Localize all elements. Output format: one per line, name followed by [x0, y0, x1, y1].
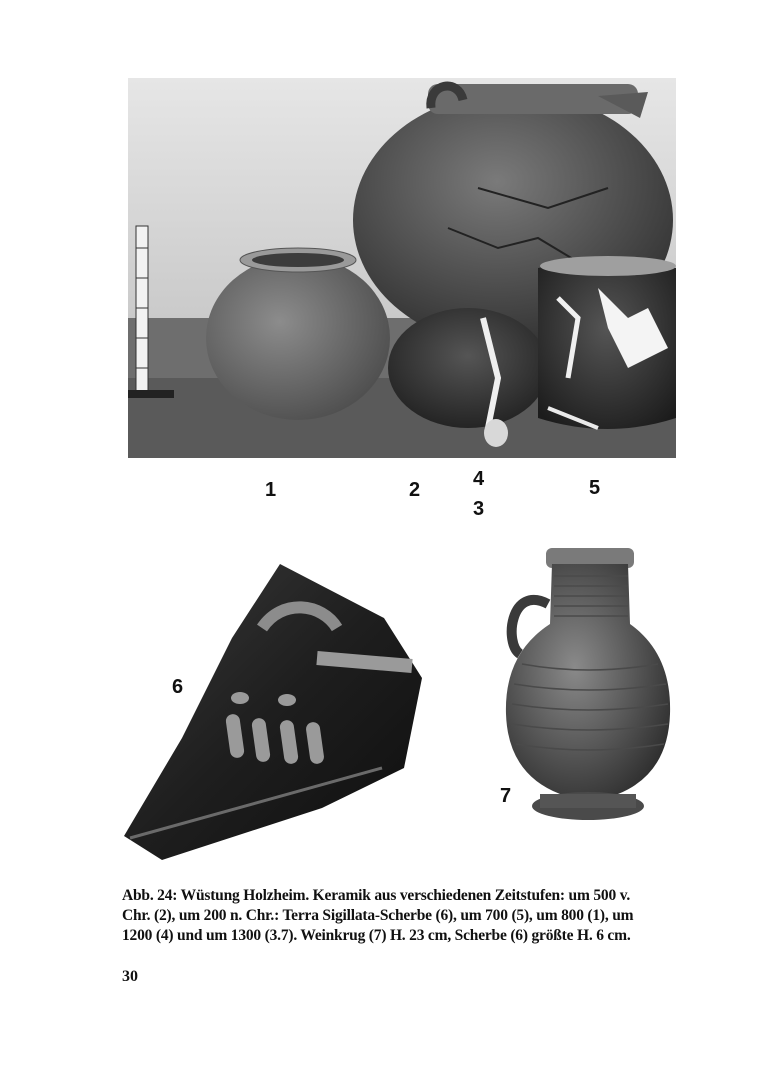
figure-caption	[122, 886, 682, 946]
caption-line-3: 1200 (4) und um 1300 (3.7). Weinkrug (7) H. 23 cm, Scherbe (6) größte H. 6 cm.	[122, 927, 631, 944]
vessels-group-illustration	[128, 78, 676, 458]
terra-sigillata-sherd-photo	[122, 558, 432, 863]
wine-jug-photo	[500, 544, 676, 824]
vessel-5	[538, 256, 676, 429]
label-vessel-2: 2	[409, 479, 421, 501]
label-sherd-6: 6	[172, 676, 184, 698]
caption-line-1: Abb. 24: Wüstung Holzheim. Keramik aus verschiedenen Zeitstufen: um 500 v.	[122, 887, 631, 904]
sherd-illustration	[122, 558, 432, 863]
vessels-group-photo	[128, 78, 676, 458]
label-vessel-4: 4	[473, 468, 485, 490]
page-number: 30	[122, 968, 138, 985]
label-jug-7: 7	[500, 785, 512, 807]
label-vessel-1: 1	[265, 479, 277, 501]
label-vessel-5: 5	[589, 477, 601, 499]
caption-line-2: Chr. (2), um 200 n. Chr.: Terra Sigillata-Scherbe (6), um 700 (5), um 800 (1), um	[122, 907, 634, 924]
label-vessel-3: 3	[473, 498, 485, 520]
jug-illustration	[500, 544, 676, 824]
